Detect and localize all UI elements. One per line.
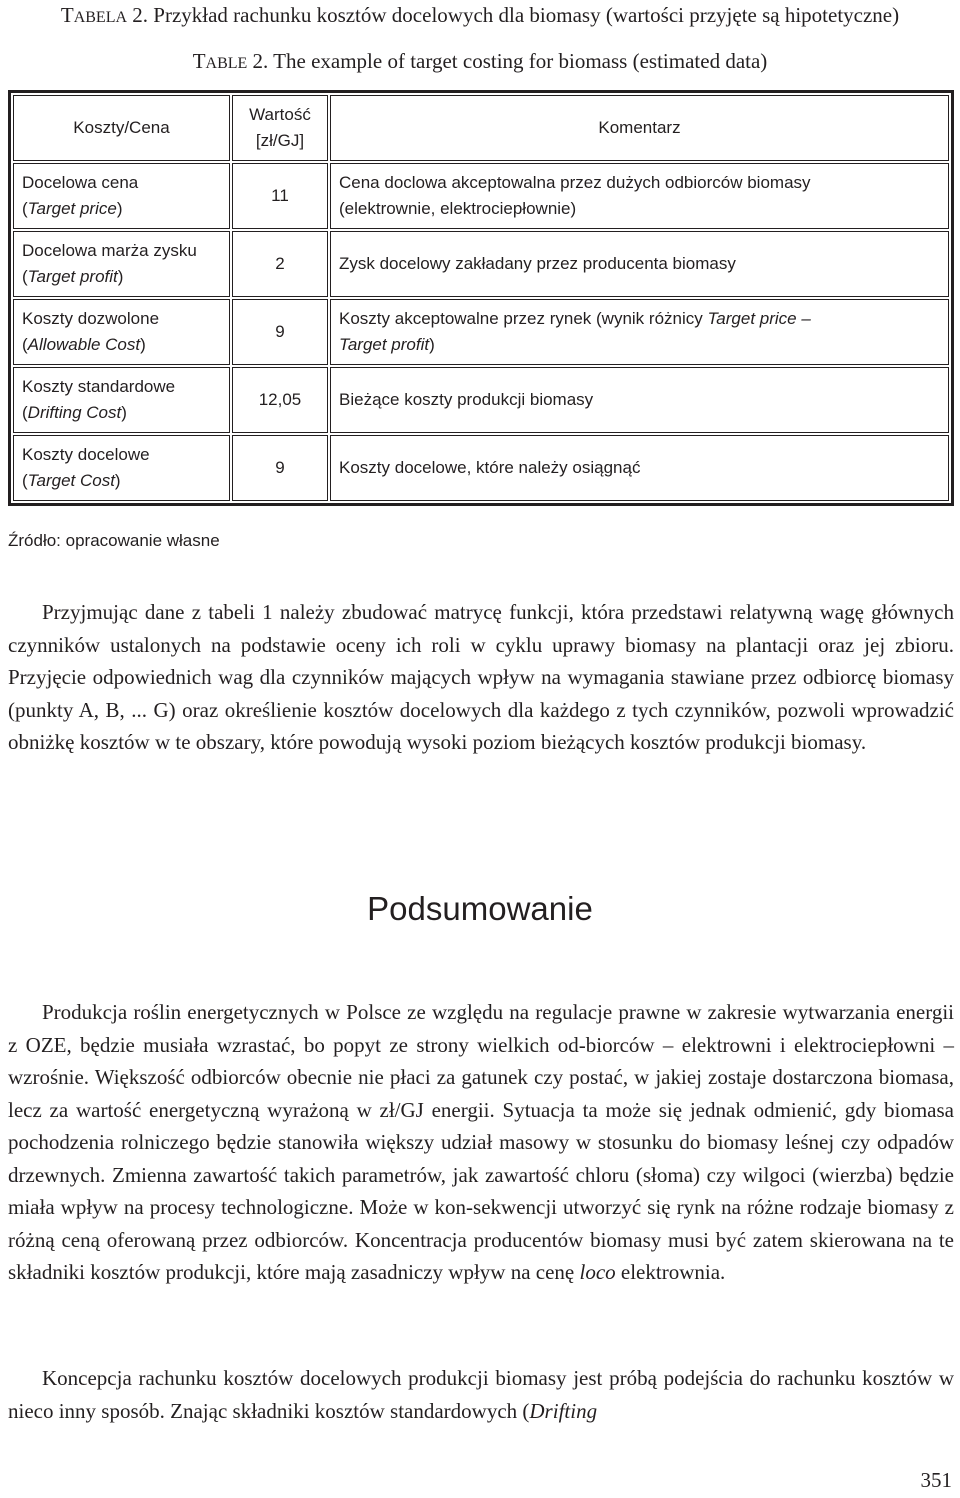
header-comment: Komentarz: [330, 95, 949, 161]
table-source-note: Źródło: opracowanie własne: [8, 531, 220, 550]
table-header-row: [13, 95, 949, 161]
row-comment: Koszty akceptowalne przez rynek (wynik różnicy Target price – Target profit): [330, 299, 949, 365]
table-row: [13, 367, 949, 433]
table-label-prefix: T: [60, 3, 74, 27]
table-caption-polish: [0, 2, 960, 31]
target-costing-table: [8, 90, 954, 506]
table-caption-text: Przykład rachunku kosztów docelowych dla biomasy (wartości przyjęte są hipotetyczne): [153, 3, 900, 27]
table-label-smallcaps: ABELA: [73, 9, 128, 26]
table-label-number: 2.: [132, 3, 149, 27]
row-comment: Koszty docelowe, które należy osiągnąć: [330, 435, 949, 501]
row-value: 9: [232, 299, 328, 365]
table-row: [13, 435, 949, 501]
table-label-prefix: T: [192, 49, 206, 73]
row-comment: Cena doclowa akceptowalna przez dużych odbiorców biomasy (elektrownie, elektrociepłownie): [330, 163, 949, 229]
row-label: Koszty docelowe (Target Cost): [13, 435, 230, 501]
row-value: 2: [232, 231, 328, 297]
body-paragraph: Produkcja roślin energetycznych w Polsce ze względu na regulacje prawne w zakresie wytwarzania energii z OZE, będzie musiała wzrastać, bo popyt ze strony wielkich od-biorców – elektrowni i elektrociepłowni – wzrośnie. Większość odbiorców obecnie nie płaci za gatunek czy postać, w jakiej zostaje dostarczona biomasa, lecz za wartość energetyczną wyrażoną w zł/GJ energii. Sytuacja ta może się jednak odmienić, gdy biomasa pochodzenia rolniczego będzie stanowiła większy udział masowy w stosunku do biomasy leśnej czy odpadów drzewnych. Zmienna zawartość takich parametrów, jak zawartość chloru (słoma) czy wilgoci (wierzba) będzie miała wpływ na procesy technologiczne. Może w kon-sekwencji utworzyć się rynk na różne rodzaje biomasy z różną ceną oferowaną przez odbiorców. Koncentracja producentów biomasy musi być zatem skierowana na te składniki kosztów produkcji, które mają zasadniczy wpływ na cenę loco elektrownia.: [8, 1000, 954, 1284]
row-label: Docelowa cena (Target price): [13, 163, 230, 229]
table-caption-text: The example of target costing for biomass (estimated data): [273, 49, 768, 73]
page-number: 351: [920, 1468, 952, 1492]
row-value: 12,05: [232, 367, 328, 433]
table-row: [13, 163, 949, 229]
table-label-smallcaps: ABLE: [205, 55, 248, 72]
row-label: Docelowa marża zysku (Target profit): [13, 231, 230, 297]
header-value: Wartość [zł/GJ]: [232, 95, 328, 161]
row-label: Koszty dozwolone (Allowable Cost): [13, 299, 230, 365]
row-value: 11: [232, 163, 328, 229]
row-value: 9: [232, 435, 328, 501]
table-caption-english: [0, 48, 960, 77]
header-costs-price: Koszty/Cena: [13, 95, 230, 161]
section-heading: Podsumowanie: [367, 890, 593, 927]
body-paragraph: Przyjmując dane z tabeli 1 należy zbudować matrycę funkcji, która przedstawi relatywną wagę głównych czynników ustalonych na podstawie oceny ich roli w cyklu uprawy biomasy na plantacji oraz jej zbioru. Przyjęcie odpowiednich wag dla czynników mających wpływ na wymagania stawiane przez odbiorcę biomasy (punkty A, B, ... G) oraz określienie kosztów docelowych dla każdego z tych czynników, pozwoli wprowadzić obniżkę kosztów w te obszary, które powodują wysoki poziom bieżących kosztów produkcji biomasy.: [8, 600, 954, 754]
table-row: [13, 299, 949, 365]
body-paragraph: Koncepcja rachunku kosztów docelowych produkcji biomasy jest próbą podejścia do rachunku kosztów w nieco inny sposób. Znając składniki kosztów standardowych (Drifting: [8, 1366, 954, 1423]
row-comment: Bieżące koszty produkcji biomasy: [330, 367, 949, 433]
table-label-number: 2.: [252, 49, 269, 73]
row-comment: Zysk docelowy zakładany przez producenta biomasy: [330, 231, 949, 297]
table-row: [13, 231, 949, 297]
row-label: Koszty standardowe (Drifting Cost): [13, 367, 230, 433]
